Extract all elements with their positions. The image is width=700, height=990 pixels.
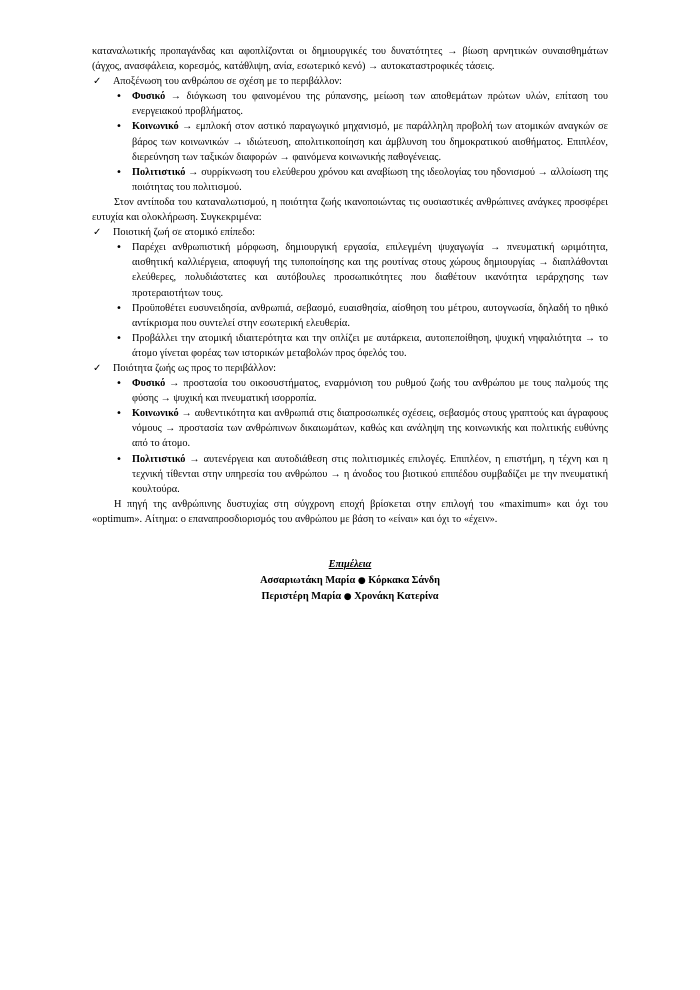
bullet-dot-icon: •: [116, 91, 122, 103]
bullet-dot-icon: •: [116, 378, 122, 390]
section-individual-heading: Ποιοτική ζωή σε ατομικό επίπεδο:: [113, 227, 255, 239]
bullet-dot-icon: •: [116, 121, 122, 133]
alienation-bullet-list: [92, 89, 608, 195]
list-item-text: → αυθεντικότητα και ανθρωπιά στις διαπροσωπικές σχέσεις, σεβασμός στους γραπτούς και άγραφους νόμους → προστασία των ανθρώπινων δικαιωμάτων, καθώς και ανάληψη της κοινωνικής και πολιτικής ευθύνης από το άτομο.: [132, 408, 608, 450]
checkmark-icon: ✓: [93, 227, 102, 239]
list-item: [92, 452, 608, 497]
bullet-dot-icon: •: [116, 302, 122, 314]
list-item-text: → συρρίκνωση του ελεύθερου χρόνου και αναβίωση της ιδεολογίας του ηδονισμού → αλλοίωση της ποιότητας του πολιτισμού.: [132, 166, 608, 193]
list-item-text: Προϋποθέτει ευσυνειδησία, ανθρωπιά, σεβασμό, ευαισθησία, αίσθηση του μέτρου, αυτογνωσία, δηλαδή το ηθικό αντίκρισμα που συντελεί στην εσωτερική ελευθερία.: [132, 302, 608, 329]
list-item: [92, 331, 608, 361]
section-environment: [92, 361, 608, 376]
credits-name-3: Περιστέρη Μαρία: [261, 591, 342, 602]
bullet-dot-icon: •: [116, 332, 122, 344]
list-item: [92, 119, 608, 164]
credits-line-1: [92, 573, 608, 589]
list-item-lead: Φυσικό: [132, 91, 166, 103]
credits-line-2: [92, 589, 608, 605]
credits-title: Επιμέλεια: [328, 559, 372, 570]
list-item-lead: Κοινωνικό: [132, 121, 179, 133]
list-item-text: → εμπλοκή στον αστικό παραγωγικό μηχανισμό, με παράλληλη προβολή των ατομικών αναγκών σε βάρος των κοινωνικών → ιδιώτευση, απολιτικοποίηση και άμβλυνση του δημοκρατικού αισθήματος. Επιπλέον, διερεύνηση των ταξικών διαφορών → φαινόμενα κοινωνικής παθογένειας.: [132, 121, 608, 163]
list-item-lead: Φυσικό: [132, 378, 166, 390]
top-paragraph: καταναλωτικής προπαγάνδας και αφοπλίζονται οι δημιουργικές του δυνατότητες → βίωση αρνητικών συναισθημάτων (άγχος, ανασφάλεια, κορεσμός, κατάθλιψη, ανία, εσωτερικό κενό) → αυτοκαταστροφικές τάσεις.: [92, 46, 608, 73]
bullet-dot-icon: •: [116, 453, 122, 465]
credits-name-4: Χρονάκη Κατερίνα: [354, 591, 439, 602]
section-alienation-heading: Αποξένωση του ανθρώπου σε σχέση με το περιβάλλον:: [113, 76, 342, 88]
list-item-lead: Πολιτιστικό: [132, 166, 186, 178]
check-item-alienation: [92, 74, 608, 89]
list-item: [92, 301, 608, 331]
list-item-lead: Πολιτιστικό: [132, 453, 186, 465]
credits-name-2: Κόρκακα Σάνδη: [368, 575, 440, 586]
list-item: [92, 89, 608, 119]
credits-name-1: Ασσαριωτάκη Μαρία: [260, 575, 356, 586]
list-item-lead: Κοινωνικό: [132, 408, 179, 420]
check-item-environment: [92, 361, 608, 376]
checkmark-icon: ✓: [93, 362, 102, 374]
list-item-text: → διόγκωση του φαινομένου της ρύπανσης, μείωση των αποθεμάτων πρώτων υλών, επίταση του ενεργειακού προβλήματος.: [132, 91, 608, 118]
list-item: [92, 165, 608, 195]
individual-bullet-list: [92, 240, 608, 361]
list-item: [92, 376, 608, 406]
transition-paragraph: Στον αντίποδα του καταναλωτισμού, η ποιότητα ζωής ικανοποιώντας τις ουσιαστικές ανθρώπινες ανάγκες προσφέρει ευτυχία και ολοκλήρωση. Συγκεκριμένα:: [92, 196, 608, 224]
check-item-individual: [92, 225, 608, 240]
list-item-text: Παρέχει ανθρωπιστική μόρφωση, δημιουργική εργασία, επιλεγμένη ψυχαγωγία → πνευματική ωριμότητα, αισθητική καλλιέργεια, αποφυγή της τυποποίησης και της ρουτίνας στους χώρους δημιουργίας → διαπλάθονται ελεύθερες, πολυδιάστατες και αυτόβουλες προσωπικότητες που διαθέτουν ικανότητα ιεράρχησης των προτεραιοτήτων τους.: [132, 242, 608, 299]
separator-dot-icon: ●: [357, 576, 366, 586]
section-alienation: [92, 74, 608, 89]
list-item-text: Προβάλλει την ατομική ιδιαιτερότητα και την οπλίζει με αυτάρκεια, αυτοπεποίθηση, ψυχική νηφαλιότητα → το άτομο γίνεται φορέας των ιστορικών μεταβολών προς όφελός του.: [132, 332, 608, 359]
list-item-text: → προστασία του οικοσυστήματος, εναρμόνιση του ρυθμού ζωής του ανθρώπου με τους παλμούς της φύσης → ψυχική και πνευματική ισορροπία.: [132, 378, 608, 405]
bullet-dot-icon: •: [116, 408, 122, 420]
credits-block: [92, 557, 608, 605]
separator-dot-icon: ●: [343, 592, 352, 602]
list-item-text: → αυτενέργεια και αυτοδιάθεση στις πολιτισμικές επιλογές. Επιπλέον, η επιστήμη, η τέχνη και η τεχνική τίθενται στην υπηρεσία του ανθρώπου → η άνοδος του βιοτικού επιπέδου συμβαδίζει με την πνευματική κουλτούρα.: [132, 453, 608, 495]
section-individual: [92, 225, 608, 240]
section-environment-heading: Ποιότητα ζωής ως προς το περιβάλλον:: [113, 362, 276, 374]
closing-paragraph: Η πηγή της ανθρώπινης δυστυχίας στη σύγχρονη εποχή βρίσκεται στην επιλογή του «maximum» και όχι του «optimum». Αίτημα: ο επαναπροσδιορισμός του ανθρώπου με βάση το «είναι» και όχι το «έχειν».: [92, 498, 608, 525]
environment-bullet-list: [92, 376, 608, 497]
list-item: [92, 240, 608, 300]
checkmark-icon: ✓: [93, 76, 102, 88]
bullet-dot-icon: •: [116, 166, 122, 178]
list-item: [92, 406, 608, 451]
bullet-dot-icon: •: [116, 242, 122, 254]
